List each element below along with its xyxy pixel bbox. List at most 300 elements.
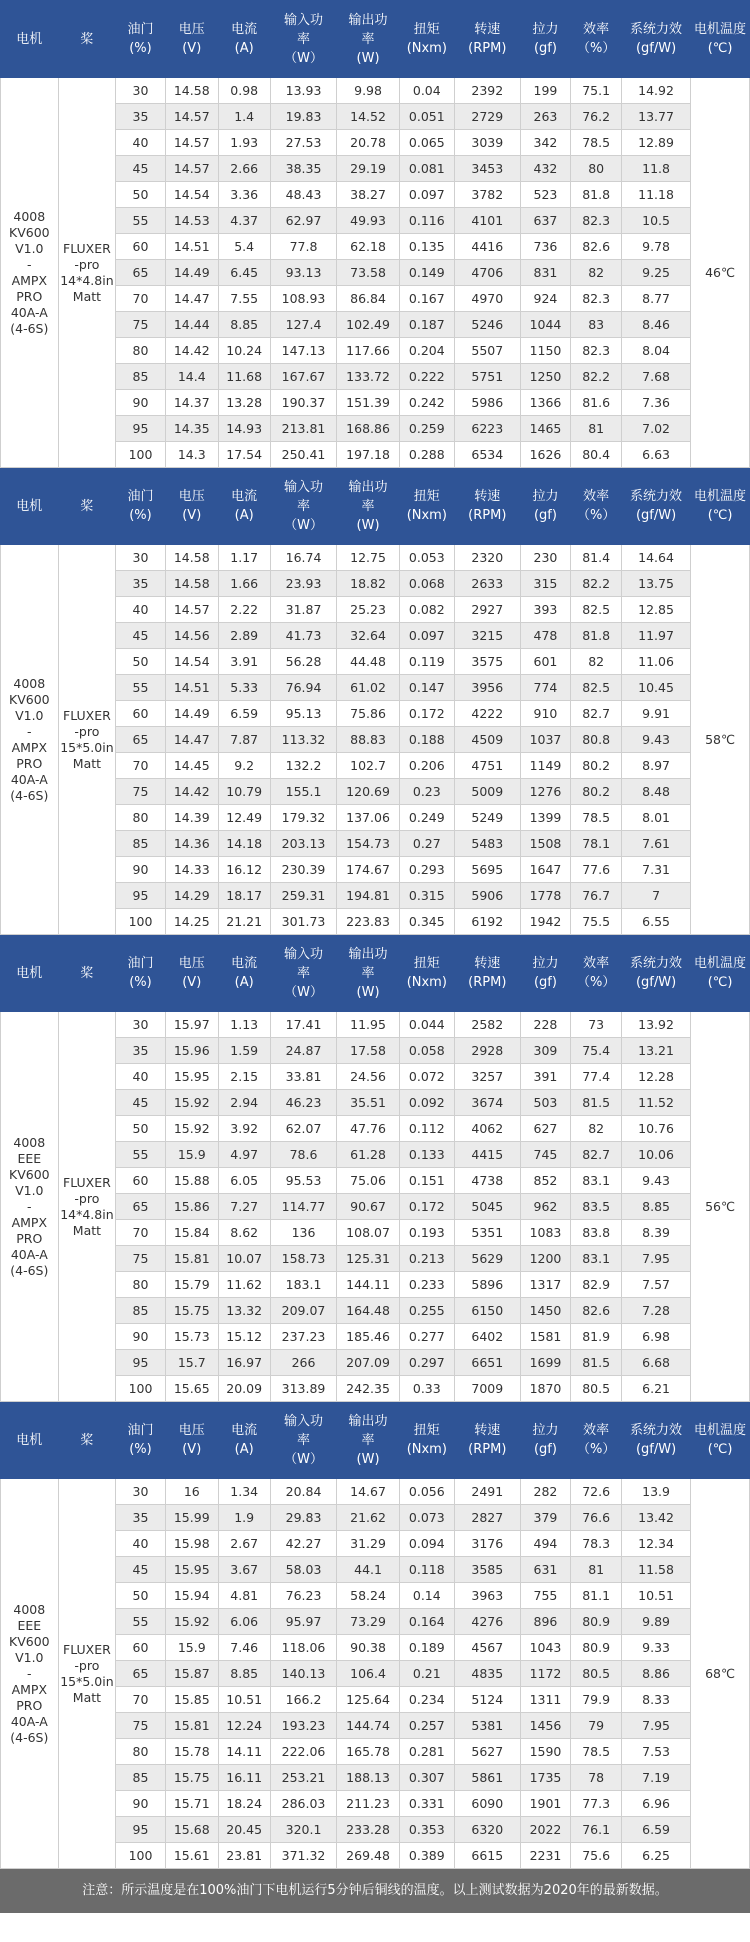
column-header-voltage: 电压 (V) [165,935,218,1012]
current-cell: 4.37 [218,208,270,234]
output-power-cell: 108.07 [337,1220,399,1246]
column-header-torque: 扭矩 (Nxm) [399,1402,454,1479]
output-power-cell: 12.75 [337,545,399,571]
efficiency-cell: 75.5 [571,909,622,935]
efficiency-cell: 81.4 [571,545,622,571]
throttle-cell: 90 [116,1324,166,1350]
torque-cell: 0.053 [399,545,454,571]
column-header-current: 电流 (A) [218,1402,270,1479]
torque-cell: 0.119 [399,649,454,675]
column-header-torque: 扭矩 (Nxm) [399,935,454,1012]
torque-cell: 0.297 [399,1350,454,1376]
voltage-cell: 15.71 [165,1791,218,1817]
input-power-cell: 158.73 [270,1246,337,1272]
thrust-cell: 1870 [520,1376,571,1402]
current-cell: 8.85 [218,312,270,338]
input-power-cell: 24.87 [270,1038,337,1064]
output-power-cell: 38.27 [337,182,399,208]
voltage-cell: 15.96 [165,1038,218,1064]
voltage-cell: 15.92 [165,1609,218,1635]
torque-cell: 0.151 [399,1168,454,1194]
current-cell: 1.34 [218,1479,270,1505]
voltage-cell: 15.68 [165,1817,218,1843]
current-cell: 2.15 [218,1064,270,1090]
thrust-cell: 2022 [520,1817,571,1843]
rpm-cell: 4567 [454,1635,520,1661]
column-header-output-power: 输出功 率 (W) [337,1402,399,1479]
throttle-cell: 70 [116,1220,166,1246]
efficiency-cell: 83.1 [571,1168,622,1194]
rpm-cell: 2320 [454,545,520,571]
thrust-cell: 494 [520,1531,571,1557]
throttle-cell: 75 [116,312,166,338]
footnote: 注意：所示温度是在100%油门下电机运行5分钟后铜线的温度。以上测试数据为2020年的最新数据。 [0,1869,750,1913]
input-power-cell: 320.1 [270,1817,337,1843]
output-power-cell: 102.7 [337,753,399,779]
voltage-cell: 14.44 [165,312,218,338]
thrust-cell: 745 [520,1142,571,1168]
output-power-cell: 174.67 [337,857,399,883]
current-cell: 1.13 [218,1012,270,1038]
torque-cell: 0.281 [399,1739,454,1765]
current-cell: 15.12 [218,1324,270,1350]
throttle-cell: 45 [116,1090,166,1116]
system-efficiency-cell: 9.78 [622,234,691,260]
motor-cell: 4008 KV600 V1.0 - AMPX PRO 40A-A (4-6S) [1,545,59,935]
rpm-cell: 5351 [454,1220,520,1246]
input-power-cell: 301.73 [270,909,337,935]
throttle-cell: 40 [116,597,166,623]
throttle-cell: 60 [116,1168,166,1194]
rpm-cell: 2582 [454,1012,520,1038]
system-efficiency-cell: 13.77 [622,104,691,130]
throttle-cell: 65 [116,1194,166,1220]
voltage-cell: 14.54 [165,182,218,208]
throttle-cell: 35 [116,1505,166,1531]
motor-temp-cell: 56℃ [691,1012,750,1402]
torque-cell: 0.277 [399,1324,454,1350]
current-cell: 16.12 [218,857,270,883]
rpm-cell: 5381 [454,1713,520,1739]
thrust-cell: 1366 [520,390,571,416]
thrust-cell: 1450 [520,1298,571,1324]
column-header-system-efficiency: 系统力效 (gf/W) [622,1402,691,1479]
throttle-cell: 85 [116,831,166,857]
voltage-cell: 14.35 [165,416,218,442]
output-power-cell: 18.82 [337,571,399,597]
efficiency-cell: 75.6 [571,1843,622,1869]
column-header-current: 电流 (A) [218,468,270,545]
system-efficiency-cell: 9.25 [622,260,691,286]
rpm-cell: 4415 [454,1142,520,1168]
system-efficiency-cell: 6.55 [622,909,691,935]
system-efficiency-cell: 8.97 [622,753,691,779]
voltage-cell: 15.9 [165,1635,218,1661]
current-cell: 2.22 [218,597,270,623]
thrust-cell: 315 [520,571,571,597]
input-power-cell: 237.23 [270,1324,337,1350]
system-efficiency-cell: 11.52 [622,1090,691,1116]
torque-cell: 0.118 [399,1557,454,1583]
system-efficiency-cell: 14.64 [622,545,691,571]
column-header-motor: 电机 [1,468,59,545]
throttle-cell: 75 [116,1246,166,1272]
torque-cell: 0.21 [399,1661,454,1687]
thrust-cell: 1399 [520,805,571,831]
output-power-cell: 86.84 [337,286,399,312]
thrust-cell: 309 [520,1038,571,1064]
output-power-cell: 233.28 [337,1817,399,1843]
efficiency-cell: 82.7 [571,701,622,727]
input-power-cell: 23.93 [270,571,337,597]
rpm-cell: 5751 [454,364,520,390]
voltage-cell: 15.81 [165,1713,218,1739]
rpm-cell: 3585 [454,1557,520,1583]
efficiency-cell: 78 [571,1765,622,1791]
throttle-cell: 40 [116,1064,166,1090]
efficiency-cell: 82.7 [571,1142,622,1168]
throttle-cell: 95 [116,1817,166,1843]
rpm-cell: 7009 [454,1376,520,1402]
efficiency-cell: 78.5 [571,805,622,831]
column-header-throttle: 油门 (%) [116,1,166,78]
rpm-cell: 6320 [454,1817,520,1843]
system-efficiency-cell: 8.46 [622,312,691,338]
input-power-cell: 183.1 [270,1272,337,1298]
input-power-cell: 167.67 [270,364,337,390]
prop-cell: FLUXER -pro 14*4.8in Matt [58,78,116,468]
torque-cell: 0.307 [399,1765,454,1791]
input-power-cell: 56.28 [270,649,337,675]
output-power-cell: 137.06 [337,805,399,831]
system-efficiency-cell: 9.89 [622,1609,691,1635]
output-power-cell: 144.11 [337,1272,399,1298]
rpm-cell: 5483 [454,831,520,857]
current-cell: 12.49 [218,805,270,831]
column-header-motor-temp: 电机温度 (℃) [691,1,750,78]
voltage-cell: 14.49 [165,701,218,727]
system-efficiency-cell: 10.45 [622,675,691,701]
torque-cell: 0.206 [399,753,454,779]
current-cell: 6.45 [218,260,270,286]
system-efficiency-cell: 10.51 [622,1583,691,1609]
system-efficiency-cell: 11.06 [622,649,691,675]
torque-cell: 0.051 [399,104,454,130]
torque-cell: 0.133 [399,1142,454,1168]
efficiency-cell: 81.8 [571,623,622,649]
system-efficiency-cell: 8.86 [622,1661,691,1687]
input-power-cell: 253.21 [270,1765,337,1791]
throttle-cell: 45 [116,1557,166,1583]
current-cell: 3.36 [218,182,270,208]
efficiency-cell: 76.6 [571,1505,622,1531]
current-cell: 5.33 [218,675,270,701]
efficiency-cell: 81.8 [571,182,622,208]
voltage-cell: 15.92 [165,1116,218,1142]
rpm-cell: 2491 [454,1479,520,1505]
throttle-cell: 55 [116,1609,166,1635]
thrust-cell: 852 [520,1168,571,1194]
throttle-cell: 90 [116,390,166,416]
system-efficiency-cell: 12.89 [622,130,691,156]
thrust-cell: 831 [520,260,571,286]
voltage-cell: 15.75 [165,1298,218,1324]
torque-cell: 0.081 [399,156,454,182]
throttle-cell: 85 [116,1765,166,1791]
current-cell: 2.89 [218,623,270,649]
output-power-cell: 194.81 [337,883,399,909]
column-header-current: 电流 (A) [218,935,270,1012]
output-power-cell: 75.06 [337,1168,399,1194]
current-cell: 16.97 [218,1350,270,1376]
output-power-cell: 61.28 [337,1142,399,1168]
throttle-cell: 45 [116,623,166,649]
column-header-system-efficiency: 系统力效 (gf/W) [622,468,691,545]
torque-cell: 0.044 [399,1012,454,1038]
header-row [1,1,750,78]
output-power-cell: 242.35 [337,1376,399,1402]
torque-cell: 0.092 [399,1090,454,1116]
rpm-cell: 4509 [454,727,520,753]
efficiency-cell: 81 [571,416,622,442]
rpm-cell: 6651 [454,1350,520,1376]
voltage-cell: 14.36 [165,831,218,857]
system-efficiency-cell: 7 [622,883,691,909]
column-header-rpm: 转速 (RPM) [454,1,520,78]
thrust-cell: 1456 [520,1713,571,1739]
input-power-cell: 313.89 [270,1376,337,1402]
thrust-cell: 1581 [520,1324,571,1350]
efficiency-cell: 82 [571,1116,622,1142]
torque-cell: 0.204 [399,338,454,364]
column-header-system-efficiency: 系统力效 (gf/W) [622,935,691,1012]
table-row [1,545,750,571]
current-cell: 1.66 [218,571,270,597]
voltage-cell: 15.9 [165,1142,218,1168]
current-cell: 11.68 [218,364,270,390]
torque-cell: 0.257 [399,1713,454,1739]
column-header-throttle: 油门 (%) [116,468,166,545]
throttle-cell: 70 [116,1687,166,1713]
torque-cell: 0.116 [399,208,454,234]
torque-cell: 0.293 [399,857,454,883]
throttle-cell: 80 [116,805,166,831]
voltage-cell: 14.54 [165,649,218,675]
throttle-cell: 30 [116,1479,166,1505]
thrust-cell: 1699 [520,1350,571,1376]
efficiency-cell: 83.5 [571,1194,622,1220]
system-efficiency-cell: 11.97 [622,623,691,649]
input-power-cell: 48.43 [270,182,337,208]
current-cell: 16.11 [218,1765,270,1791]
throttle-cell: 70 [116,753,166,779]
system-efficiency-cell: 7.31 [622,857,691,883]
voltage-cell: 15.98 [165,1531,218,1557]
thrust-cell: 1317 [520,1272,571,1298]
header-row [1,468,750,545]
throttle-cell: 80 [116,1272,166,1298]
efficiency-cell: 78.1 [571,831,622,857]
torque-cell: 0.082 [399,597,454,623]
thrust-cell: 282 [520,1479,571,1505]
column-header-motor: 电机 [1,935,59,1012]
torque-cell: 0.068 [399,571,454,597]
column-header-thrust: 拉力 (gf) [520,935,571,1012]
torque-cell: 0.097 [399,182,454,208]
current-cell: 6.59 [218,701,270,727]
motor-cell: 4008 EEE KV600 V1.0 - AMPX PRO 40A-A (4-6S) [1,1012,59,1402]
rpm-cell: 4416 [454,234,520,260]
voltage-cell: 15.73 [165,1324,218,1350]
rpm-cell: 4101 [454,208,520,234]
voltage-cell: 14.45 [165,753,218,779]
throttle-cell: 50 [116,1583,166,1609]
torque-cell: 0.072 [399,1064,454,1090]
system-efficiency-cell: 7.57 [622,1272,691,1298]
output-power-cell: 20.78 [337,130,399,156]
torque-cell: 0.233 [399,1272,454,1298]
output-power-cell: 29.19 [337,156,399,182]
thrust-cell: 230 [520,545,571,571]
torque-cell: 0.172 [399,1194,454,1220]
torque-cell: 0.27 [399,831,454,857]
input-power-cell: 155.1 [270,779,337,805]
output-power-cell: 223.83 [337,909,399,935]
throttle-cell: 55 [116,208,166,234]
efficiency-cell: 82.9 [571,1272,622,1298]
column-header-torque: 扭矩 (Nxm) [399,468,454,545]
input-power-cell: 140.13 [270,1661,337,1687]
system-efficiency-cell: 13.75 [622,571,691,597]
rpm-cell: 5246 [454,312,520,338]
voltage-cell: 15.92 [165,1090,218,1116]
throttle-cell: 90 [116,1791,166,1817]
thrust-cell: 478 [520,623,571,649]
thrust-cell: 1508 [520,831,571,857]
output-power-cell: 133.72 [337,364,399,390]
throttle-cell: 95 [116,1350,166,1376]
output-power-cell: 44.1 [337,1557,399,1583]
current-cell: 1.4 [218,104,270,130]
column-header-motor-temp: 电机温度 (℃) [691,1402,750,1479]
rpm-cell: 5507 [454,338,520,364]
rpm-cell: 5045 [454,1194,520,1220]
torque-cell: 0.345 [399,909,454,935]
throttle-cell: 60 [116,1635,166,1661]
current-cell: 10.07 [218,1246,270,1272]
voltage-cell: 15.65 [165,1376,218,1402]
rpm-cell: 3176 [454,1531,520,1557]
rpm-cell: 3956 [454,675,520,701]
efficiency-cell: 78.5 [571,1739,622,1765]
output-power-cell: 58.24 [337,1583,399,1609]
efficiency-cell: 76.2 [571,104,622,130]
output-power-cell: 211.23 [337,1791,399,1817]
input-power-cell: 93.13 [270,260,337,286]
column-header-thrust: 拉力 (gf) [520,1402,571,1479]
efficiency-cell: 80.2 [571,753,622,779]
torque-cell: 0.353 [399,1817,454,1843]
output-power-cell: 197.18 [337,442,399,468]
efficiency-cell: 82.6 [571,1298,622,1324]
voltage-cell: 15.95 [165,1064,218,1090]
current-cell: 20.09 [218,1376,270,1402]
throttle-cell: 30 [116,78,166,104]
input-power-cell: 13.93 [270,78,337,104]
torque-cell: 0.234 [399,1687,454,1713]
rpm-cell: 5124 [454,1687,520,1713]
efficiency-cell: 82.6 [571,234,622,260]
input-power-cell: 95.97 [270,1609,337,1635]
efficiency-cell: 75.1 [571,78,622,104]
throttle-cell: 95 [116,883,166,909]
system-efficiency-cell: 8.04 [622,338,691,364]
efficiency-cell: 73 [571,1012,622,1038]
thrust-cell: 1901 [520,1791,571,1817]
output-power-cell: 11.95 [337,1012,399,1038]
voltage-cell: 14.25 [165,909,218,935]
rpm-cell: 6150 [454,1298,520,1324]
voltage-cell: 15.87 [165,1661,218,1687]
efficiency-cell: 82 [571,260,622,286]
thrust-cell: 755 [520,1583,571,1609]
input-power-cell: 136 [270,1220,337,1246]
voltage-cell: 15.88 [165,1168,218,1194]
system-efficiency-cell: 7.28 [622,1298,691,1324]
input-power-cell: 46.23 [270,1090,337,1116]
voltage-cell: 14.4 [165,364,218,390]
motor-temp-cell: 46℃ [691,78,750,468]
current-cell: 1.59 [218,1038,270,1064]
torque-cell: 0.094 [399,1531,454,1557]
current-cell: 10.51 [218,1687,270,1713]
throttle-cell: 35 [116,1038,166,1064]
rpm-cell: 3963 [454,1583,520,1609]
throttle-cell: 55 [116,1142,166,1168]
system-efficiency-cell: 8.01 [622,805,691,831]
output-power-cell: 144.74 [337,1713,399,1739]
torque-cell: 0.315 [399,883,454,909]
torque-cell: 0.213 [399,1246,454,1272]
input-power-cell: 17.41 [270,1012,337,1038]
throttle-cell: 75 [116,1713,166,1739]
column-header-rpm: 转速 (RPM) [454,468,520,545]
column-header-output-power: 输出功 率 (W) [337,935,399,1012]
output-power-cell: 21.62 [337,1505,399,1531]
input-power-cell: 266 [270,1350,337,1376]
input-power-cell: 209.07 [270,1298,337,1324]
input-power-cell: 203.13 [270,831,337,857]
input-power-cell: 95.53 [270,1168,337,1194]
thrust-cell: 910 [520,701,571,727]
input-power-cell: 179.32 [270,805,337,831]
current-cell: 7.46 [218,1635,270,1661]
efficiency-cell: 77.3 [571,1791,622,1817]
efficiency-cell: 81.9 [571,1324,622,1350]
torque-cell: 0.04 [399,78,454,104]
efficiency-cell: 77.6 [571,857,622,883]
thrust-cell: 1200 [520,1246,571,1272]
column-header-voltage: 电压 (V) [165,1,218,78]
thrust-cell: 1149 [520,753,571,779]
rpm-cell: 5986 [454,390,520,416]
current-cell: 3.67 [218,1557,270,1583]
throttle-cell: 65 [116,727,166,753]
voltage-cell: 14.57 [165,597,218,623]
system-efficiency-cell: 7.61 [622,831,691,857]
system-efficiency-cell: 9.33 [622,1635,691,1661]
output-power-cell: 14.67 [337,1479,399,1505]
